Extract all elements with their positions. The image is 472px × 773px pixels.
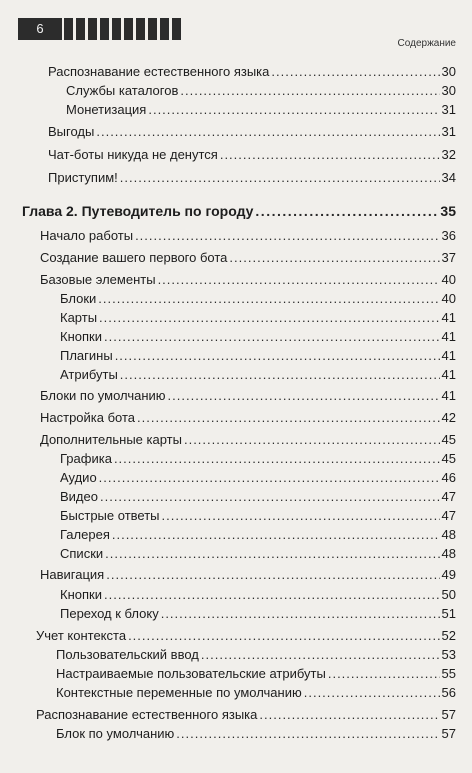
toc-page: 46 [441, 470, 456, 485]
toc-page: 53 [441, 647, 456, 662]
toc-title: Создание вашего первого бота [40, 250, 228, 265]
toc-title: Карты [60, 310, 98, 325]
toc-page: 55 [441, 666, 456, 681]
toc-title: Атрибуты [60, 367, 118, 382]
toc-title: Кнопки [60, 329, 102, 344]
toc-entry [66, 83, 456, 99]
toc-title: Выгоды [48, 124, 95, 139]
toc-page: 40 [441, 291, 456, 306]
toc-page: 50 [441, 587, 456, 602]
toc-title: Настройка бота [40, 410, 136, 425]
toc-entry [40, 250, 456, 266]
toc-page: 41 [441, 367, 456, 382]
toc-title: Начало работы [40, 228, 134, 243]
toc-entry [48, 147, 456, 163]
toc-leader [114, 451, 440, 467]
toc-entry [48, 170, 456, 186]
toc-leader [106, 567, 439, 583]
toc-leader [201, 647, 440, 663]
toc-entry [48, 64, 456, 80]
toc-title: Кнопки [60, 587, 102, 602]
toc-page: 40 [441, 272, 456, 287]
toc-title: Глава 2. Путеводитель по городу [22, 203, 254, 219]
toc-entry [40, 410, 456, 426]
toc-entry [40, 228, 456, 244]
toc-title: Плагины [60, 348, 113, 363]
toc-title: Распознавание естественного языка [48, 64, 270, 79]
toc-leader [104, 329, 440, 345]
toc-title: Приступим! [48, 170, 118, 185]
toc-leader [168, 388, 440, 404]
toc-page: 30 [441, 64, 456, 79]
toc-entry [60, 348, 456, 364]
toc-title: Дополнительные карты [40, 432, 182, 447]
toc-page: 45 [441, 451, 456, 466]
toc-entry [66, 102, 456, 118]
toc-entry [60, 587, 456, 603]
toc-page: 47 [441, 489, 456, 504]
toc-leader [255, 203, 438, 219]
header-decoration [64, 18, 181, 40]
toc-leader [120, 170, 440, 186]
toc-leader [104, 587, 440, 603]
toc-leader [135, 228, 439, 244]
toc-entry [60, 470, 456, 486]
toc-leader [271, 64, 439, 80]
toc-page: 41 [441, 388, 456, 403]
toc-leader [304, 685, 440, 701]
toc-title: Базовые элементы [40, 272, 156, 287]
toc-entry [40, 432, 456, 448]
toc-leader [100, 489, 440, 505]
toc-leader [98, 291, 439, 307]
toc-leader [220, 147, 440, 163]
toc-title: Блоки [60, 291, 97, 306]
toc-entry [40, 567, 456, 583]
toc-entry [36, 707, 456, 723]
toc-leader [120, 367, 440, 383]
section-title: Содержание [397, 38, 456, 49]
toc-entry [60, 508, 456, 524]
toc-leader [180, 83, 439, 99]
toc-entry [60, 451, 456, 467]
toc-leader [161, 606, 440, 622]
toc-chapter [22, 203, 456, 219]
toc-page: 57 [441, 726, 456, 741]
toc-leader [115, 348, 440, 364]
toc-page: 31 [441, 102, 456, 117]
toc-entry [56, 685, 456, 701]
toc-title: Списки [60, 546, 104, 561]
toc-leader [184, 432, 440, 448]
toc-title: Графика [60, 451, 112, 466]
toc-page: 35 [440, 203, 456, 219]
toc-title: Распознавание естественного языка [36, 707, 258, 722]
toc-entry [36, 628, 456, 644]
toc-page: 45 [441, 432, 456, 447]
toc-leader [137, 410, 439, 426]
toc-title: Видео [60, 489, 98, 504]
toc-leader [99, 310, 439, 326]
toc-page: 57 [441, 707, 456, 722]
toc-page: 41 [441, 348, 456, 363]
toc-leader [148, 102, 439, 118]
toc-title: Монетизация [66, 102, 147, 117]
toc-title: Блоки по умолчанию [40, 388, 166, 403]
toc-page: 51 [441, 606, 456, 621]
toc-leader [112, 527, 440, 543]
toc-page: 42 [441, 410, 456, 425]
toc-entry [60, 606, 456, 622]
toc-entry [40, 272, 456, 288]
toc-entry [60, 546, 456, 562]
toc-leader [259, 707, 439, 723]
toc-entry [56, 647, 456, 663]
toc-title: Блок по умолчанию [56, 726, 175, 741]
toc-page: 32 [441, 147, 456, 162]
toc-page: 56 [441, 685, 456, 700]
toc-leader [229, 250, 439, 266]
toc-title: Службы каталогов [66, 83, 179, 98]
toc-page: 52 [441, 628, 456, 643]
toc-entry [60, 291, 456, 307]
toc-title: Галерея [60, 527, 110, 542]
toc-leader [96, 124, 439, 140]
toc-title: Пользовательский ввод [56, 647, 199, 662]
toc-page: 30 [441, 83, 456, 98]
toc-leader [176, 726, 439, 742]
toc-title: Чат-боты никуда не денутся [48, 147, 218, 162]
toc-title: Навигация [40, 567, 105, 582]
toc-title: Аудио [60, 470, 97, 485]
toc-entry [60, 310, 456, 326]
toc-leader [162, 508, 440, 524]
toc-page: 34 [441, 170, 456, 185]
toc-page: 31 [441, 124, 456, 139]
toc-page: 41 [441, 329, 456, 344]
toc-page: 49 [441, 567, 456, 582]
toc-page: 36 [441, 228, 456, 243]
toc-title: Контекстные переменные по умолчанию [56, 685, 302, 700]
toc-leader [105, 546, 439, 562]
toc-page: 48 [441, 546, 456, 561]
toc-entry [56, 726, 456, 742]
toc-leader [328, 666, 440, 682]
toc-title: Переход к блоку [60, 606, 159, 621]
toc-entry [48, 124, 456, 140]
toc-entry [60, 329, 456, 345]
toc-title: Быстрые ответы [60, 508, 160, 523]
toc-page: 48 [441, 527, 456, 542]
toc-page: 37 [441, 250, 456, 265]
toc-page: 47 [441, 508, 456, 523]
toc-entry [40, 388, 456, 404]
toc-page: 41 [441, 310, 456, 325]
toc-entry [60, 489, 456, 505]
toc-leader [128, 628, 439, 644]
toc-leader [99, 470, 440, 486]
toc-entry [60, 367, 456, 383]
toc-title: Учет контекста [36, 628, 127, 643]
toc-entry [60, 527, 456, 543]
toc-title: Настраиваемые пользовательские атрибуты [56, 666, 326, 681]
toc-leader [158, 272, 440, 288]
toc-entry [56, 666, 456, 682]
page-number: 6 [18, 18, 62, 40]
